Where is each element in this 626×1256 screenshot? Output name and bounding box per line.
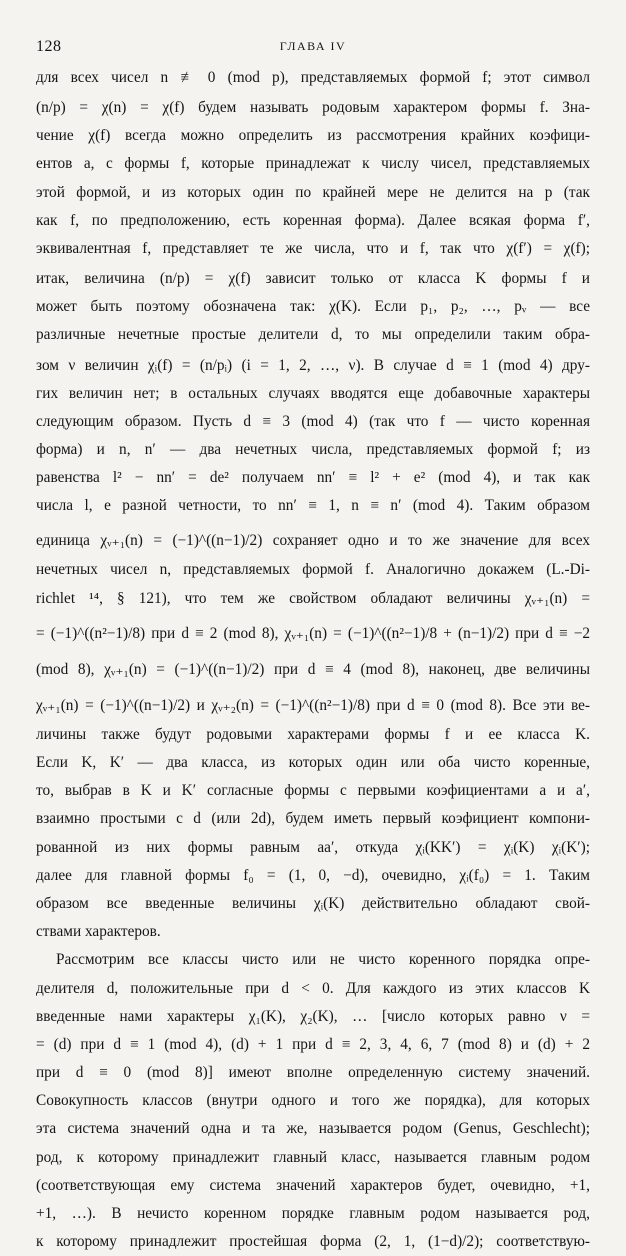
text-line: форма) и n, n′ — два нечетных числа, представляемых формой f; из: [36, 440, 590, 458]
text-line: Если K, K′ — два класса, из которых один или оба чисто коренные,: [36, 754, 590, 771]
text-line: при d ≡ 0 (mod 8)] имеют вполне определенную систему значений.: [36, 1064, 590, 1082]
text-line: то, выбрав в K и K′ согласные формы с первыми коэфициентами a и a′,: [36, 782, 590, 800]
text-line: Рассмотрим все классы чисто или не чисто коренного порядка опре-: [56, 951, 590, 969]
text-line: (соответствующая ему система значений характеров будет, очевидно, +1,: [36, 1176, 590, 1194]
text-line: числа l, e разной четности, то nn′ ≡ 1, n ≡ n′ (mod 4). Таким образом: [36, 497, 590, 515]
running-head: ГЛАВА IV: [279, 39, 347, 53]
text-line: для всех чисел n ≢ 0 (mod p), представляемых формой f; этот символ: [36, 69, 590, 86]
text-line: этой формой, и из которых один по крайней мере не делится на p (так: [36, 183, 590, 201]
text-line: как f, по предположению, есть коренная форма). Далее всякая форма f′,: [36, 211, 590, 229]
text-line: введенные нами характеры χ₁(K), χ₂(K), … [число которых равно ν =: [36, 1007, 590, 1025]
page-header: [36, 38, 590, 58]
text-line: Совокупность классов (внутри одного и того же порядка), для которых: [36, 1092, 590, 1110]
text-line: итак, величина (n/p) = χ(f) зависит только от класса K формы f и: [36, 270, 590, 288]
text-line: +1, …). В нечисто коренном порядке главным родом называется род,: [36, 1205, 590, 1222]
text-line: (mod 8), χᵥ₊₁(n) = (−1)^((n−1)/2) при d ≡ 4 (mod 8), наконец, две величины: [36, 660, 590, 678]
text-line: = (d) при d ≡ 1 (mod 4), (d) + 1 при d ≡ 2, 3, 4, 6, 7 (mod 8) и (d) + 2: [36, 1035, 590, 1053]
page-number: 128: [36, 38, 62, 55]
text-line: (n/p) = χ(n) = χ(f) будем называть родовым характером формы f. Зна-: [36, 99, 590, 117]
text-line: род, к которому принадлежит главный класс, называется главным родом: [36, 1148, 590, 1166]
text-line: единица χᵥ₊₁(n) = (−1)^((n−1)/2) сохраняет одно и то же значение для всех: [36, 532, 590, 550]
text-line: гих величин нет; в остальных случаях вводятся еще добавочные характеры: [36, 384, 590, 402]
text-line: эквивалентная f, представляет те же числа, что и f, так что χ(f′) = χ(f);: [36, 239, 590, 257]
text-line: ентов a, c формы f, которые принадлежат к числу чисел, представляемых: [36, 155, 590, 173]
text-line: чение χ(f) всегда можно определить из рассмотрения крайних коэфици-: [36, 127, 590, 145]
text-line: может быть поэтому обозначена так: χ(K). Если p₁, p₂, …, pᵥ — все: [36, 298, 590, 316]
text-line: делителя d, положительные при d < 0. Для каждого из этих классов K: [36, 979, 590, 997]
text-line: richlet ¹⁴, § 121), что тем же свойством обладают величины χᵥ₊₁(n) =: [36, 589, 590, 607]
text-line: ствами характеров.: [36, 923, 161, 941]
text-line: личины также будут родовыми характерами формы f и ее класса K.: [36, 725, 590, 743]
text-line: рованной из них формы равным aa′, откуда χᵢ(KK′) = χᵢ(K) χᵢ(K′);: [36, 838, 590, 856]
text-line: следующим образом. Пусть d ≡ 3 (mod 4) (так что f — чисто коренная: [36, 412, 590, 430]
text-line: равенства l² − nn′ = de² получаем nn′ ≡ l² + e² (mod 4), и так как: [36, 469, 590, 487]
text-line: далее для главной формы f₀ = (1, 0, −d), очевидно, χᵢ(f₀) = 1. Таким: [36, 866, 590, 884]
text-line: нечетных чисел n, представляемых формой f. Аналогично докажем (L.-Di-: [36, 561, 590, 579]
text-line: взаимно простыми с d (или 2d), будем иметь первый коэфициент компони-: [36, 810, 590, 828]
text-line: χᵥ₊₁(n) = (−1)^((n−1)/2) и χᵥ₊₂(n) = (−1)^((n²−1)/8) при d ≡ 0 (mod 8). Все эти ве-: [36, 696, 590, 714]
text-line: к которому принадлежит простейшая форма (2, 1, (1−d)/2); соответствую-: [36, 1233, 590, 1251]
text-line: = (−1)^((n²−1)/8) при d ≡ 2 (mod 8), χᵥ₊₁(n) = (−1)^((n²−1)/8 + (n−1)/2) при d ≡ −2: [36, 624, 590, 642]
page-body: [36, 64, 590, 1256]
text-line: эта система значений одна и та же, называется родом (Genus, Geschlecht);: [36, 1120, 590, 1138]
text-line: зом ν величин χᵢ(f) = (n/pᵢ) (i = 1, 2, …, ν). В случае d ≡ 1 (mod 4) дру-: [36, 356, 590, 374]
text-line: образом все введенные величины χᵢ(K) действительно обладают свой-: [36, 894, 590, 912]
text-line: различные нечетные простые делители d, то мы определили таким обра-: [36, 326, 590, 344]
